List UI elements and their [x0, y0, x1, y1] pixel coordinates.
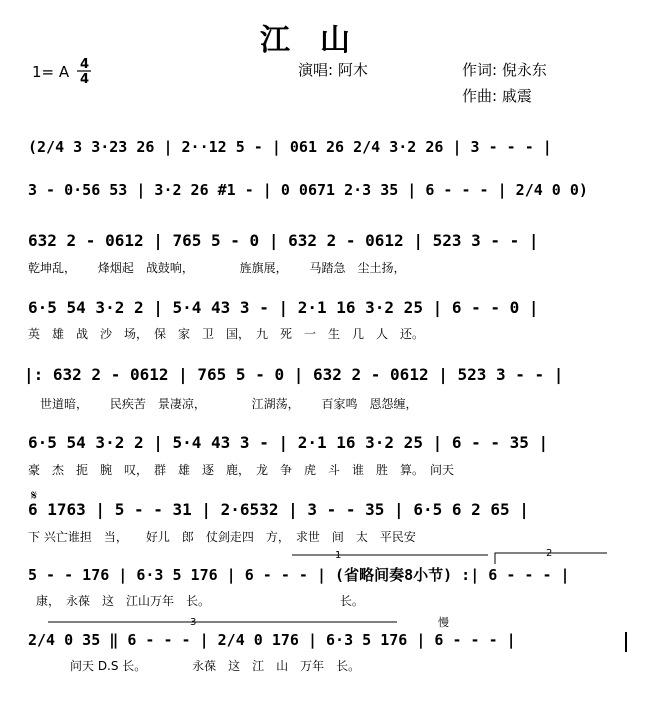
notation-line: 6·5 54 3·2 2 | 5·4 43 3 - | 2·1 16 3·2 25 | 6 - - 35 | — [28, 433, 549, 452]
lyric-line: 乾坤乱， 烽烟起 战鼓响， 旌旗展， 马踏急 尘土扬， — [28, 261, 406, 275]
lyricist-credit: 作词: 倪永东 — [462, 61, 547, 79]
score-row-4 — [28, 298, 539, 341]
score-row-6 — [28, 433, 548, 477]
composer-credit: 作曲: 戚震 — [462, 87, 532, 105]
score-row-3 — [28, 231, 539, 275]
score-row-1 — [28, 138, 552, 157]
volta-1-label: 1 — [335, 550, 342, 561]
singer-credit: 演唱: 阿木 — [298, 61, 368, 79]
lyric-line: 下 兴亡谁担 当， 好儿 郎 仗剑走四 方， 求世 间 太 平民安 — [28, 530, 416, 544]
score-row-2 — [28, 181, 588, 200]
volta-brackets — [48, 548, 607, 628]
lyric-line: 康， 永葆 这 江山万年 长。 长。 — [36, 594, 364, 608]
volta-3-label: 3 — [190, 617, 197, 628]
page-title: 江 山 — [260, 23, 350, 58]
lyric-line: 英 雄 战 沙 场， 保 家 卫 国， 九 死 一 生 几 人 还。 — [28, 327, 425, 341]
key-signature: 1= A — [32, 63, 70, 81]
score-row-9 — [28, 615, 516, 673]
segno-mark: 𝄋 — [31, 488, 38, 504]
lyric-line: 世道暗， 民疾苦 景凄凉， 江湖荡， 百家鸣 恩怨缠， — [40, 397, 418, 411]
volta-2-label: 2 — [546, 548, 553, 559]
score-row-8 — [28, 566, 570, 608]
notation-line: |: 632 2 - 0612 | 765 5 - 0 | 632 2 - 0612 | 523 3 - - | — [24, 365, 564, 384]
notation-line: 6 1763 | 5 - - 31 | 2·6532 | 3 - - 35 | 6·5 6 2 65 | — [28, 500, 529, 519]
notation-line: 2/4 0 35 ‖ 6 - - - | 2/4 0 176 | 6·3 5 176 | 6 - - - | — [28, 631, 516, 649]
time-signature-top: 4 — [80, 57, 90, 72]
score-row-5 — [24, 365, 563, 411]
notation-line: 3 - 0·56 53 | 3·2 26 #1 - | 0 0671 2·3 35 | 6 - - - | 2/4 0 0) — [28, 181, 588, 199]
notation-line: (2/4 3 3·23 26 | 2··12 5 - | 061 26 2/4 3·2 26 | 3 - - - | — [28, 138, 552, 156]
slow-mark: 慢 — [438, 616, 449, 629]
notation-line: 6·5 54 3·2 2 | 5·4 43 3 - | 2·1 16 3·2 25 | 6 - - 0 | — [28, 298, 539, 317]
notation-line: 5 - - 176 | 6·3 5 176 | 6 - - - | (省略间奏8小节) :| 6 - - - | — [28, 566, 570, 584]
score-row-7 — [28, 488, 529, 544]
lyric-line: 豪 杰 扼 腕 叹， 群 雄 逐 鹿， 龙 争 虎 斗 谁 胜 算。 问天 — [28, 463, 455, 477]
notation-line: 632 2 - 0612 | 765 5 - 0 | 632 2 - 0612 | 523 3 - - | — [28, 231, 539, 250]
time-signature-bottom: 4 — [80, 72, 90, 87]
lyric-line: 问天 D.S 长。 永葆 这 江 山 万年 长。 — [70, 659, 361, 673]
